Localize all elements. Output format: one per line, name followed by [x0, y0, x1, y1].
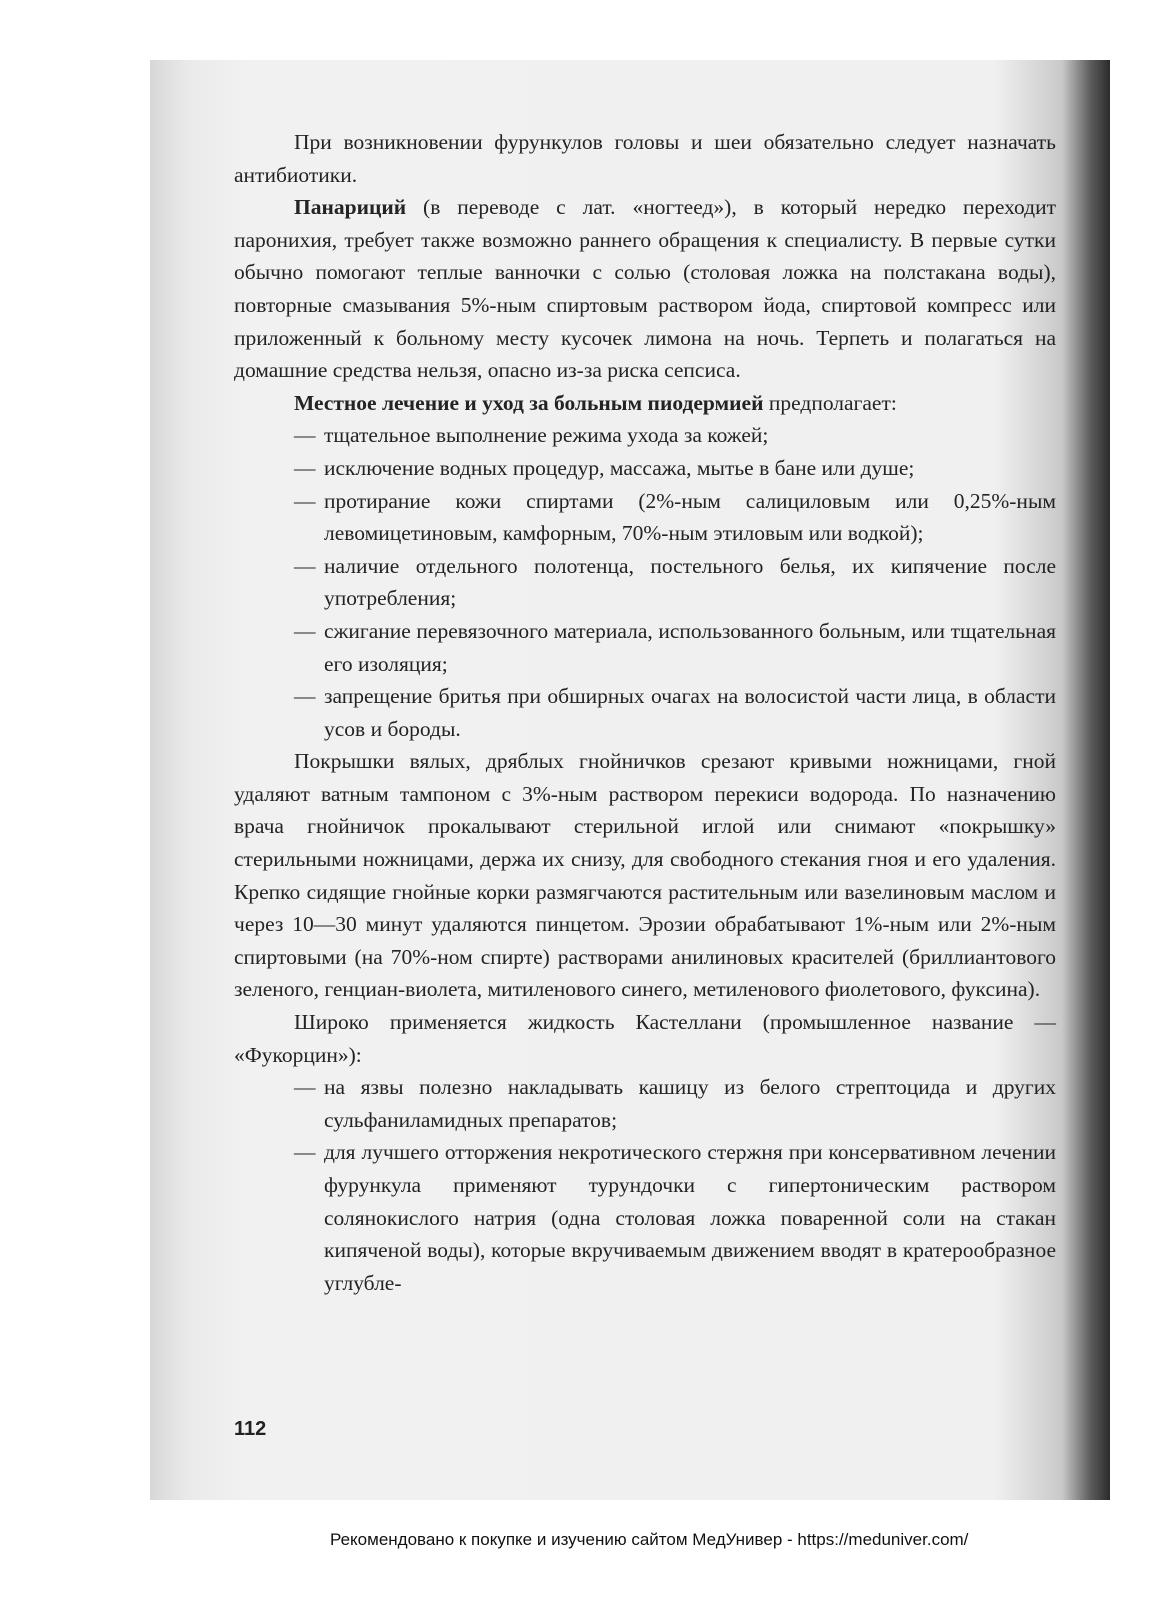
list-item-text: запрещение бритья при обширных очагах на волосистой части лица, в области усов и бороды. [324, 684, 1056, 741]
list-dash: — [294, 1075, 316, 1100]
list-dash: — [294, 488, 316, 513]
castellani-list [234, 1071, 1056, 1299]
page-number: 112 [234, 1418, 267, 1440]
paragraph-3 [234, 387, 1056, 420]
list-item [294, 550, 1056, 615]
list-item-text: на язвы полезно накладывать кашицу из белого стрептоцида и других сульфаниламидных препаратов; [324, 1075, 1056, 1132]
list-dash: — [294, 423, 316, 448]
list-dash: — [294, 618, 316, 643]
paragraph-3-bold: Местное лечение и уход за больным пиодермией [294, 390, 764, 415]
list-item [294, 485, 1056, 550]
paragraph-1 [234, 126, 1056, 191]
list-dash: — [294, 684, 316, 709]
list-item-text: наличие отдельного полотенца, постельного белья, их кипячение после употребления; [324, 553, 1056, 611]
paragraph-2 [234, 191, 1056, 387]
scanned-page [150, 60, 1110, 1500]
paragraph-2-text: (в переводе с лат. «ногтеед»), в который нередко переходит паронихия, требует также возможно раннего обращения к специалисту. В первые сутки обычно помогают теплые ванночки с солью (столовая ложка на полстакана воды), повторные смазывания 5%-ным спиртовым раствором йода, спиртовой компресс или приложенный к больному месту кусочек лимона на ночь. Терпеть и полагаться на домашние средства нельзя, опасно из-за риска сепсиса. [234, 195, 1056, 383]
list-item-text: сжигание перевязочного материала, использованного больным, или тщательная его изоляция; [324, 618, 1056, 676]
paragraph-2-bold: Панариций [294, 195, 407, 220]
list-item [294, 452, 1056, 485]
paragraph-4: Покрышки вялых, дряблых гнойничков срезают кривыми ножницами, гной удаляют ватным тампоном с 3%-ным раствором перекиси водорода. По назначению врача гнойничок прокалывают стерильной иглой или снимают «покрышку» стерильными ножницами, держа их снизу, для свободного стекания гноя и его удаления. Крепко сидящие гнойные корки размягчаются растительным или вазелиновым маслом и через 10—30 минут удаляются пинцетом. Эрозии обрабатывают 1%-ным или 2%-ным спиртовыми (на 70%-ном спирте) растворами анилиновых красителей (бриллиантового зеленого, генциан-виолета, митиленового синего, метиленового фиолетового, фуксина). [234, 749, 1056, 1002]
list-item-text: тщательное выполнение режима ухода за кожей; [324, 423, 769, 448]
list-item-text: для лучшего отторжения некротического стержня при консервативном лечении фурункула применяют турундочки с гипертоническим раствором солянокислого натрия (одна столовая ложка поваренной соли на стакан кипяченой воды), которые вкручиваемым движением вводят в кратерообразное углубле- [324, 1140, 1056, 1295]
footer-recommendation: Рекомендовано к покупке и изучению сайтом МедУнивер - https://meduniver.com/ [330, 1530, 969, 1549]
list-dash: — [294, 455, 316, 480]
list-item-text: исключение водных процедур, массажа, мытье в бане или душе; [324, 455, 915, 480]
list-item [294, 1136, 1056, 1299]
paragraph-5: Широко применяется жидкость Кастеллани (промышленное название — «Фукорцин»): [234, 1010, 1056, 1067]
list-item [294, 615, 1056, 680]
list-item [294, 680, 1056, 745]
care-list [234, 419, 1056, 745]
paragraph-3-text: предполагает: [763, 390, 897, 415]
paragraph-1-text: При возникновении фурункулов головы и шеи обязательно следует назначать антибиотики. [234, 130, 1056, 187]
list-item [294, 1071, 1056, 1136]
list-dash: — [294, 553, 316, 578]
page-text [234, 126, 1056, 1299]
list-dash: — [294, 1140, 316, 1165]
list-item [294, 419, 1056, 452]
list-item-text: протирание кожи спиртами (2%-ным салициловым или 0,25%-ным левомицетиновым, камфорным, 70%-ным этиловым или водкой); [324, 488, 1056, 546]
